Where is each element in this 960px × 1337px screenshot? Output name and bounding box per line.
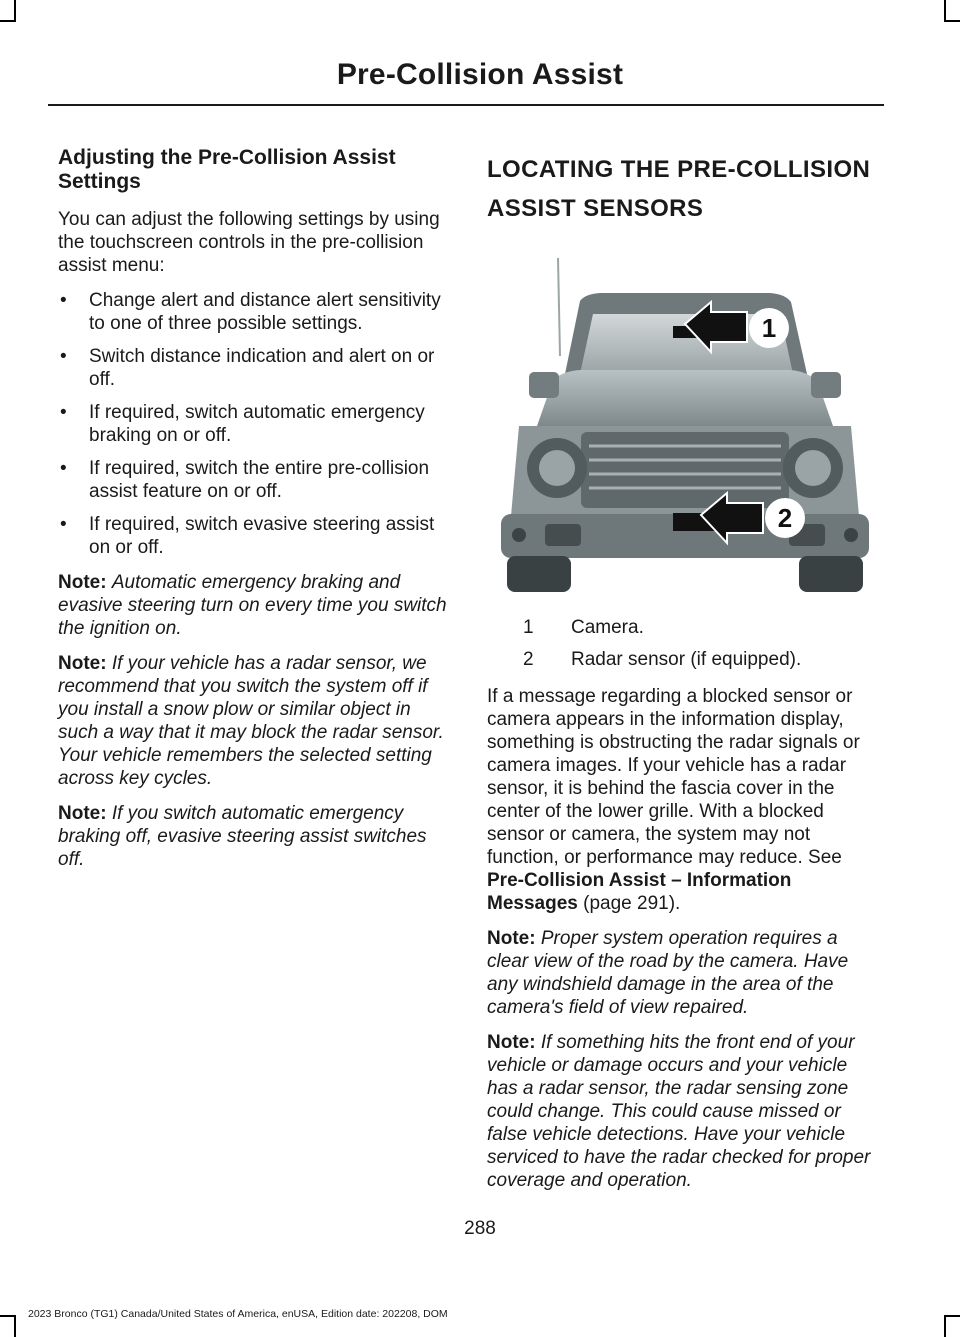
hood <box>537 370 833 426</box>
legend-row <box>487 616 882 639</box>
note-label: Note: <box>487 1032 536 1053</box>
bullet: • <box>60 402 67 423</box>
cross-reference-link[interactable]: Pre-Collision Assist – Information Messages <box>487 870 792 914</box>
page-reference: (page 291). <box>577 893 681 914</box>
callout-1-label: 1 <box>761 313 777 343</box>
bullet: • <box>60 290 67 311</box>
right-tire <box>799 556 863 592</box>
note-paragraph <box>487 1031 882 1192</box>
intro-paragraph: You can adjust the following settings by using the touchscreen controls in the pre-collision assist menu: <box>58 209 440 276</box>
list-item-text: If required, switch evasive steering assist on or off. <box>89 514 435 558</box>
section-heading: LOCATING THE PRE-COLLISION ASSIST SENSORS <box>487 156 871 222</box>
legend-text: Radar sensor (if equipped). <box>571 649 802 670</box>
figure-legend <box>487 616 882 671</box>
list-item-text: Switch distance indication and alert on or off. <box>89 346 435 390</box>
vehicle-front-drawing <box>485 256 881 596</box>
list-item <box>58 345 448 391</box>
legend-number: 2 <box>523 649 534 670</box>
note-label: Note: <box>58 803 107 824</box>
crop-mark <box>0 20 16 22</box>
left-column <box>58 140 448 883</box>
note-text: Automatic emergency braking and evasive steering turn on every time you switch the ignition on. <box>58 572 447 639</box>
settings-list <box>58 289 448 559</box>
note-text: If you switch automatic emergency braking off, evasive steering assist switches off. <box>58 803 427 870</box>
crop-mark <box>944 1315 960 1317</box>
list-item-text: If required, switch the entire pre-collision assist feature on or off. <box>89 458 430 502</box>
page-title: Pre-Collision Assist <box>336 58 624 91</box>
list-item-text: If required, switch automatic emergency braking on or off. <box>89 402 425 446</box>
note-text: If your vehicle has a radar sensor, we recommend that you switch the system off if you install a snow plow or similar object in such a way that it may block the radar sensor. Your vehicle remembers the selected setting across key cycles. <box>58 653 444 789</box>
crop-mark <box>944 0 946 22</box>
left-mirror <box>529 372 559 398</box>
grille <box>581 432 789 508</box>
note-paragraph <box>487 927 882 1019</box>
bullet: • <box>60 346 67 367</box>
page-number: 288 <box>464 1218 496 1239</box>
list-item <box>58 457 448 503</box>
crop-mark <box>944 20 960 22</box>
note-label: Note: <box>487 928 536 949</box>
note-paragraph <box>58 802 448 871</box>
legend-number: 1 <box>523 617 534 638</box>
antenna <box>558 258 560 356</box>
left-tire <box>507 556 571 592</box>
right-column <box>487 140 882 1204</box>
note-paragraph <box>58 571 448 640</box>
note-label: Note: <box>58 572 107 593</box>
list-item <box>58 401 448 447</box>
footer-edition: 2023 Bronco (TG1) Canada/United States of America, enUSA, Edition date: 202208, DOM <box>28 1308 448 1320</box>
paragraph-text: If a message regarding a blocked sensor or camera appears in the information display, something is obstructing the radar signals or camera images. If your vehicle has a radar sensor, it is behind the fascia cover in the center of the lower grille. With a blocked sensor or camera, the system may not function, or performance may reduce. See <box>487 686 860 868</box>
list-item-text: Change alert and distance alert sensitivity to one of three possible settings. <box>89 290 441 334</box>
bullet: • <box>60 514 67 535</box>
right-mirror <box>811 372 841 398</box>
legend-row <box>487 648 882 671</box>
crop-mark <box>944 1315 946 1337</box>
legend-text: Camera. <box>571 617 644 638</box>
crop-mark <box>14 0 16 22</box>
bullet: • <box>60 458 67 479</box>
note-text: Proper system operation requires a clear view of the road by the camera. Have any windshield damage in the area of the camera's field of view repaired. <box>487 928 849 1018</box>
list-item <box>58 513 448 559</box>
note-paragraph <box>58 652 448 790</box>
crop-mark <box>14 1315 16 1337</box>
vehicle-illustration <box>485 256 881 596</box>
callout-2-label: 2 <box>777 503 793 533</box>
note-label: Note: <box>58 653 107 674</box>
section-subheading: Adjusting the Pre-Collision Assist Settings <box>58 146 396 193</box>
blocked-sensor-paragraph <box>487 685 882 915</box>
list-item <box>58 289 448 335</box>
note-text: If something hits the front end of your vehicle or damage occurs and your vehicle has a radar sensor, the radar sensing zone could change. This could cause missed or false vehicle detections. Have your vehicle serviced to have the radar checked for proper coverage and operation. <box>487 1032 871 1191</box>
header-divider <box>48 104 884 106</box>
crop-mark <box>0 1315 16 1317</box>
